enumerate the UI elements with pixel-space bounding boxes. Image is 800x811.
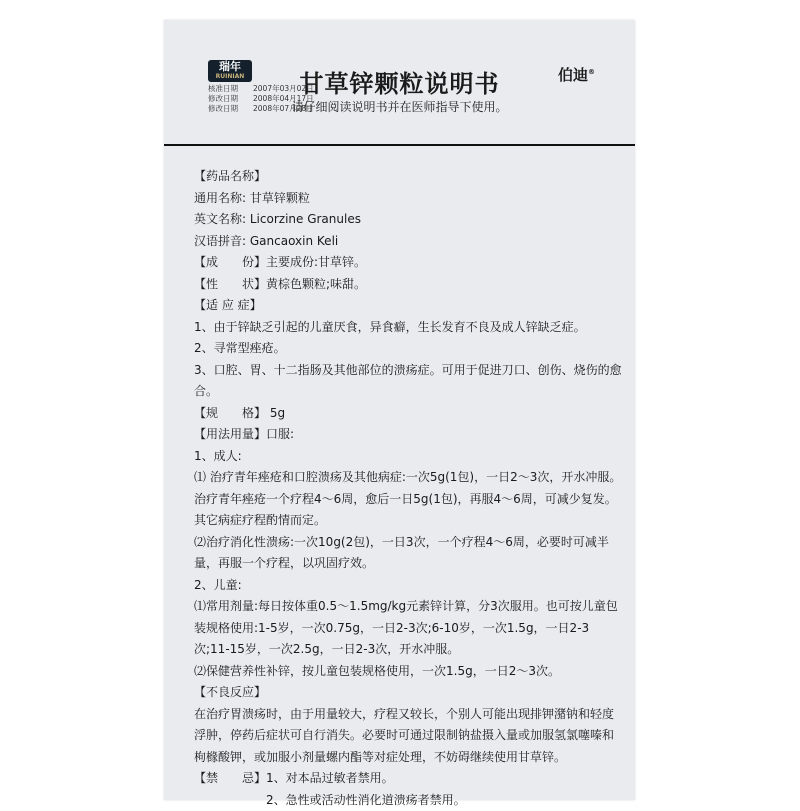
generic-name-line [194,188,624,210]
child-dosage-1: ⑴常用剂量:每日按体重0.5～1.5mg/kg元素锌计算，分3次服用。也可按儿童包装规格使用:1-5岁，一次0.75g，一日2-3次;6-10岁，一次1.5g，一日2-3次;11-15岁，一次2.5g，一日2-3次，开水冲服。 [194,596,624,661]
contraindication-2: 2、急性或活动性消化道溃疡者禁用。 [266,793,466,807]
adult-dosage-1: ⑴ 治疗青年痤疮和口腔溃疡及其他病症:一次5g(1包)，一日2～3次，开水冲服。治疗青年痤疮一个疗程4～6周，愈后一日5g(1包)，再服4～6周，可减少复发。其它病症疗程酌情而定。 [194,467,624,532]
english-name-line [194,209,624,231]
brand-mark [558,64,595,85]
usage-value: 口服: [266,427,294,441]
revision-date-2: 修改日期 2008年07月28日 [208,104,314,114]
contraindication-line-2 [194,790,624,811]
header-divider [164,144,635,146]
indication-3: 3、口腔、胃、十二指肠及其他部位的溃疡症。可用于促进刀口、创伤、烧伤的愈合。 [194,360,624,403]
adult-heading: 1、成人: [194,446,624,468]
adverse-reactions-text: 在治疗胃溃疡时，由于用量较大，疗程又较长，个别人可能出现排钾潴钠和轻度浮肿，停药后症状可自行消失。必要时可通过限制钠盐摄入量或加服氢氯噻嗪和枸橼酸钾，或加服小剂量螺内酯等对症处理，不妨碍继续使用甘草锌。 [194,704,624,769]
english-name-value: Licorzine Granules [250,212,361,226]
document-subtitle: 请仔细阅读说明书并在医师指导下使用。 [164,98,635,115]
section-composition: 【成 份】 [194,255,266,269]
section-adverse-reactions: 【不良反应】 [194,682,624,704]
leaflet-body [194,166,624,811]
spec-line [194,403,624,425]
character-line [194,274,624,296]
spec-value: 5g [270,406,285,420]
brand-name: 伯迪 [558,66,588,84]
generic-name-label: 通用名称: [194,191,246,205]
indication-1: 1、由于锌缺乏引起的儿童厌食，异食癖，生长发育不良及成人锌缺乏症。 [194,317,624,339]
contraindication-1: 1、对本品过敏者禁用。 [266,771,394,785]
usage-line [194,424,624,446]
logo-subtext: RUINIAN [208,74,252,80]
section-character: 【性 状】 [194,277,266,291]
section-contraindications: 【禁 忌】 [194,771,266,785]
generic-name-value: 甘草锌颗粒 [250,191,310,205]
section-drug-name: 【药品名称】 [194,166,624,188]
adult-dosage-2: ⑵治疗消化性溃疡:一次10g(2包)，一日3次，一个疗程4～6周，必要时可减半量，再服一个疗程，以巩固疗效。 [194,532,624,575]
document-title: 甘草锌颗粒说明书 [164,64,635,99]
child-heading: 2、儿童: [194,575,624,597]
logo-text: 瑞年 [219,60,241,73]
contraindication-line-1 [194,768,624,790]
instruction-sheet [164,20,635,800]
composition-line [194,252,624,274]
pinyin-value: Gancaoxin Keli [250,234,338,248]
approval-date: 核准日期 2007年03月02日 [208,84,314,94]
registered-mark: ® [588,68,595,76]
section-usage: 【用法用量】 [194,427,266,441]
composition-value: 主要成份:甘草锌。 [266,255,366,269]
english-name-label: 英文名称: [194,212,246,226]
character-value: 黄棕色颗粒;味甜。 [266,277,366,291]
revision-date-1: 修改日期 2008年04月17日 [208,94,314,104]
pinyin-line [194,231,624,253]
section-specification: 【规 格】 [194,406,266,420]
indication-2: 2、寻常型痤疮。 [194,338,624,360]
pinyin-label: 汉语拼音: [194,234,246,248]
section-indications: 【适 应 症】 [194,295,624,317]
child-dosage-2: ⑵保健营养性补锌，按儿童包装规格使用，一次1.5g，一日2～3次。 [194,661,624,683]
